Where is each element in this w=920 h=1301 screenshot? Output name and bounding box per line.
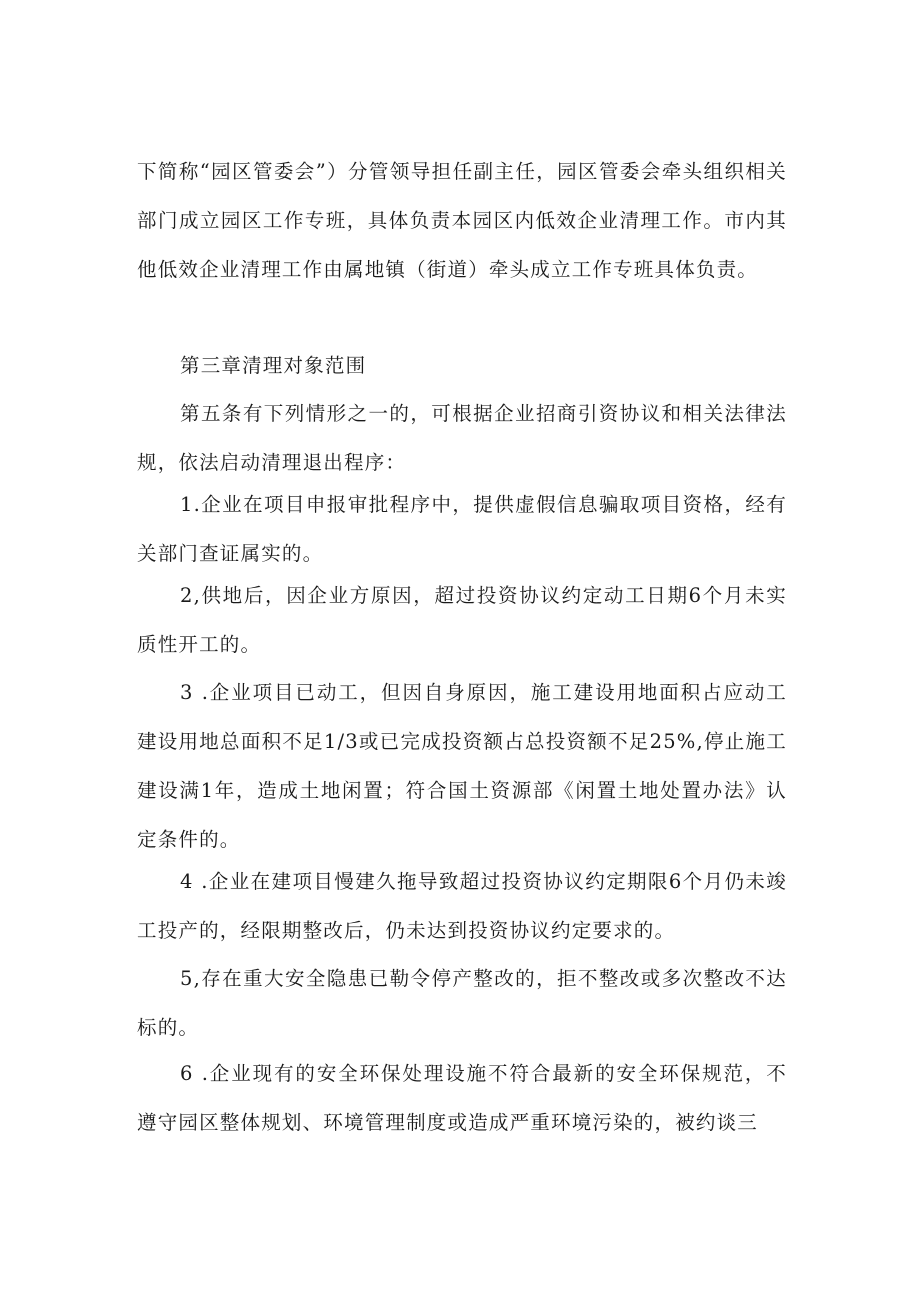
list-item-2: 2,供地后，因企业方原因，超过投资协议约定动工日期6个月未实质性开工的。 — [137, 584, 787, 656]
list-item-1: 1.企业在项目申报审批程序中，提供虚假信息骗取项目资格，经有关部门查证属实的。 — [137, 493, 787, 565]
list-item-3: 3 .企业项目已动工，但因自身原因，施工建设用地面积占应动工建设用地总面积不足1/3或已完成投资额占总投资额不足25%,停止施工建设满1年，造成土地闲置；符合国土资源部《闲置土地处置办法》认定条件的。 — [137, 681, 787, 851]
article-5-paragraph: 第五条有下列情形之一的，可根据企业招商引资协议和相关法律法规，依法启动清理退出程序： — [137, 402, 787, 474]
paragraph-continuation: 下简称“园区管委会”）分管领导担任副主任，园区管委会牵头组织相关部门成立园区工作专班，具体负责本园区内低效企业清理工作。市内其他低效企业清理工作由属地镇（街道）牵头成立工作专班具体负责。 — [137, 160, 787, 281]
list-item-6: 6 .企业现有的安全环保处理设施不符合最新的安全环保规范，不遵守园区整体规划、环境管理制度或造成严重环境污染的，被约谈三 — [137, 1062, 787, 1134]
list-item-5: 5,存在重大安全隐患已勒令停产整改的，拒不整改或多次整改不达标的。 — [137, 967, 787, 1039]
chapter-heading: 第三章清理对象范围 — [180, 354, 367, 377]
list-item-4: 4 .企业在建项目慢建久拖导致超过投资协议约定期限6个月仍未竣工投产的，经限期整改后，仍未达到投资协议约定要求的。 — [137, 870, 787, 942]
